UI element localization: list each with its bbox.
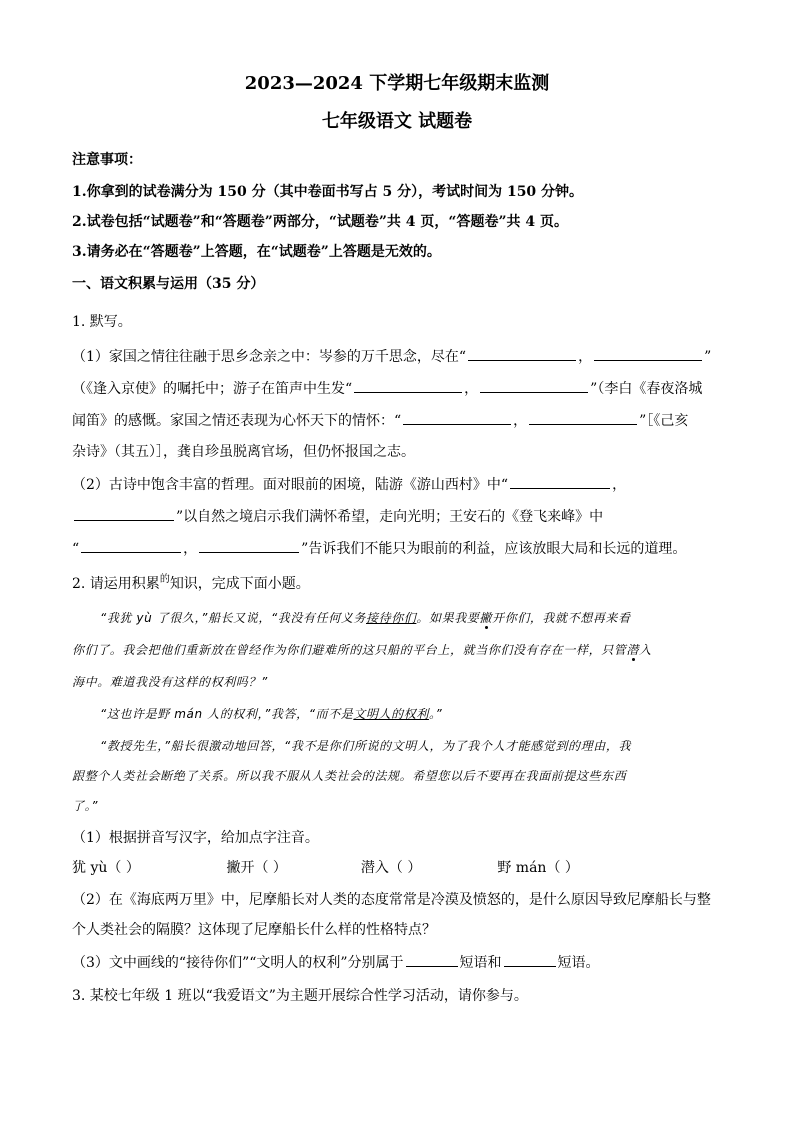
answer-blank[interactable] bbox=[468, 346, 576, 361]
text: 短语。 bbox=[557, 955, 600, 971]
text: ， bbox=[464, 381, 479, 397]
answer-blank[interactable] bbox=[81, 538, 181, 553]
underlined-phrase: 接待你们 bbox=[366, 611, 417, 625]
text: ” bbox=[704, 349, 712, 365]
notice-item-1: 1.你拿到的试卷满分为 150 分（其中卷面书写占 5 分），考试时间为 150 分钟。 bbox=[72, 184, 584, 200]
pinyin-item[interactable]: 潜入（ ） bbox=[360, 860, 422, 876]
q2-sub3 bbox=[72, 952, 724, 973]
text: 开你们，我就不想再来看 bbox=[492, 611, 631, 625]
pinyin-row bbox=[72, 858, 724, 878]
q1-part1-line4: 杂诗》（其五）］，龚自珍虽脱离官场，但仍怀报国之志。 bbox=[72, 444, 415, 460]
q2-sub2-line1: （2）在《海底两万里》中，尼摩船长对人类的态度常常是冷漠及愤怒的，是什么原因导致尼摩船长与整 bbox=[72, 892, 711, 908]
passage-para1-line3: 海中。难道我没有这样的权利吗？” bbox=[72, 675, 268, 689]
notice-item-3: 3.请务必在“答题卷”上答题，在“试题卷”上答题是无效的。 bbox=[72, 244, 441, 260]
text: （《逢入京使》的嘱托中；游子在笛声中生发“ bbox=[72, 381, 353, 397]
passage-para3-line2: 跟整个人类社会断绝了关系。所以我不服从人类社会的法规。希望您以后不要再在我面前提这些东西 bbox=[72, 769, 627, 783]
answer-blank[interactable] bbox=[529, 410, 637, 425]
text: 入 bbox=[639, 643, 652, 657]
text: ”告诉我们不能只为眼前的利益，应该放眼大局和长远的道理。 bbox=[301, 541, 687, 557]
passage-para1-line1 bbox=[100, 608, 720, 628]
q2-sub1: （1）根据拼音写汉字，给加点字注音。 bbox=[72, 830, 319, 846]
passage-para3-line1: “教授先生，”船长很激动地回答，“我不是你们所说的文明人，为了我个人才能感觉到的理由，我 bbox=[100, 739, 632, 753]
q1-part1-line3 bbox=[72, 410, 724, 431]
q1-title: 1. 默写。 bbox=[72, 314, 132, 330]
passage-para3-line3: 了。” bbox=[72, 799, 99, 813]
underlined-phrase: 文明人的权利 bbox=[353, 707, 429, 721]
text: ”以自然之境启示我们满怀希望，走向光明；王安石的《登飞来峰》中 bbox=[176, 509, 604, 525]
q1-part2-line2 bbox=[72, 506, 724, 527]
answer-blank[interactable] bbox=[403, 410, 511, 425]
text: （2）古诗中饱含丰富的哲理。面对眼前的困境，陆游《游山西村》中“ bbox=[72, 477, 509, 493]
text: “这也许是野 mán 人的权利，”我答，“而不是 bbox=[100, 707, 354, 721]
text: 知识，完成下面小题。 bbox=[169, 576, 310, 592]
q3-title: 3. 某校七年级 1 班以“我爱语文”为主题开展综合性学习活动，请你参与。 bbox=[72, 988, 528, 1004]
text: 短语和 bbox=[459, 955, 502, 971]
pinyin-item[interactable]: 撇开（ ） bbox=[226, 860, 287, 876]
text: ”［《己亥 bbox=[639, 413, 689, 429]
text: ， bbox=[183, 541, 198, 557]
answer-blank[interactable] bbox=[199, 538, 299, 553]
notice-heading: 注意事项： bbox=[72, 152, 142, 168]
q1-part2-line3 bbox=[72, 538, 724, 559]
dotted-char: 潜 bbox=[626, 643, 640, 657]
passage-para1-line2 bbox=[72, 640, 724, 660]
answer-blank[interactable] bbox=[74, 506, 174, 521]
q1-part2-line1 bbox=[72, 474, 724, 495]
pinyin-item[interactable]: 野 mán（ ） bbox=[497, 860, 579, 876]
exam-subtitle: 七年级语文 试题卷 bbox=[321, 111, 473, 132]
q1-part1-line2 bbox=[72, 378, 724, 399]
answer-blank[interactable] bbox=[510, 474, 610, 489]
text: （1）家国之情往往融于思乡念亲之中：岑参的万千思念，尽在“ bbox=[72, 349, 467, 365]
text: “ bbox=[72, 541, 80, 557]
answer-blank[interactable] bbox=[406, 952, 458, 967]
text: 。如果我要 bbox=[416, 611, 480, 625]
answer-blank[interactable] bbox=[504, 952, 556, 967]
text: ， bbox=[578, 349, 593, 365]
answer-blank[interactable] bbox=[354, 378, 462, 393]
pinyin-item[interactable]: 犹 yù（ ） bbox=[72, 860, 140, 876]
text: ， bbox=[513, 413, 528, 429]
text: 闻笛》的感慨。家国之情还表现为心怀天下的情怀：“ bbox=[72, 413, 402, 429]
section-heading: 一、语文积累与运用（35 分） bbox=[72, 276, 265, 292]
q2-title bbox=[72, 574, 724, 596]
answer-blank[interactable] bbox=[594, 346, 702, 361]
text: “我犹 yù 了很久，”船长又说，“我没有任何义务 bbox=[100, 611, 366, 625]
text: 你们了。我会把他们重新放在曾经作为你们避难所的这只船的平台上，就当你们没有存在一样，只管 bbox=[72, 643, 627, 657]
text: ， bbox=[612, 477, 627, 493]
exam-title: 2023—2024 下学期七年级期末监测 bbox=[244, 73, 550, 94]
superscript-char: 的 bbox=[159, 574, 170, 585]
text: （3）文中画线的“接待你们”“文明人的权利”分别属于 bbox=[72, 955, 404, 971]
passage-para2 bbox=[100, 704, 752, 724]
answer-blank[interactable] bbox=[480, 378, 588, 393]
text: 。” bbox=[428, 707, 443, 721]
q2-sub2-line2: 个人类社会的隔膜？这体现了尼摩船长什么样的性格特点？ bbox=[72, 922, 436, 938]
notice-item-2: 2.试卷包括“试题卷”和“答题卷”两部分，“试题卷”共 4 页，“答题卷”共 4 页。 bbox=[72, 214, 569, 230]
text: ”（李白《春夜洛城 bbox=[590, 381, 703, 397]
dotted-char: 撇 bbox=[479, 611, 493, 625]
text: 2. 请运用积累 bbox=[72, 576, 160, 592]
q1-part1-line1 bbox=[72, 346, 724, 367]
